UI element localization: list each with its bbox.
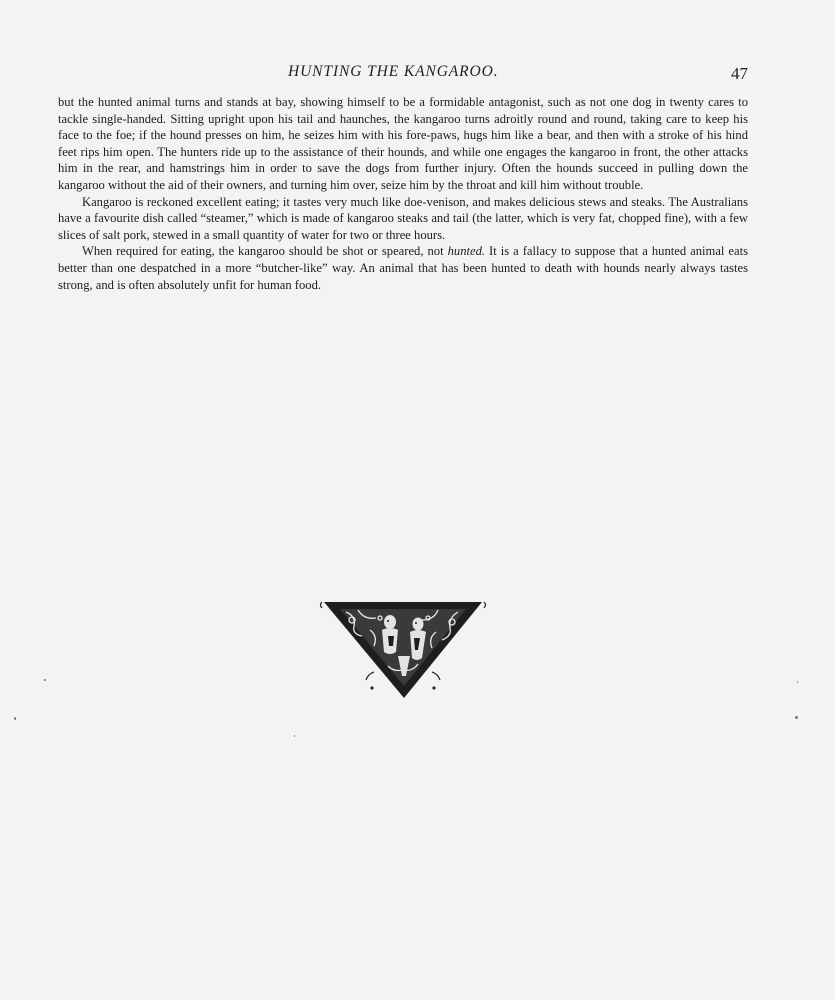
running-head — [0, 63, 835, 85]
emphasis-hunted: hunted. — [447, 244, 486, 259]
running-title: HUNTING THE KANGAROO. — [288, 63, 499, 80]
paper-speck — [294, 735, 295, 737]
paragraph-eating: Kangaroo is reckoned excellent eating; it tastes very much like doe-venison, and makes delicious stews and steaks. The Australians have a favourite dish called “steamer,” which is made of kangaroo steaks and tail (the latter, which is very fat, chopped fine), with a few slices of salt pork, stewed in a small quantity of water for two or three hours. — [58, 194, 748, 242]
paper-speck — [795, 716, 798, 719]
paper-speck — [14, 717, 16, 720]
paragraph-continued: but the hunted animal turns and stands at bay, showing himself to be a formidable antagonist, such as not one dog in twenty cares to tackle single-handed. Sitting upright upon his tail and haunches, the kangaroo turns adroitly round and round, taking care to keep his face to the foe; if the hound presses on him, he seizes him with his fore-paws, hugs him like a bear, and then with a stroke of his hind feet rips him open. The hunters ride up to the assistance of their hounds, and while one engages the kangaroo in front, the other attacks him in the rear, and hamstrings him in order to save the dogs from further injury. Often the hounds succeed in pulling down the kangaroo without the aid of their owners, and turning him over, seize him by the throat and kill him without trouble. — [58, 95, 748, 192]
page-number: 47 — [731, 64, 748, 83]
paragraph-hunted — [58, 243, 748, 293]
paper-speck — [44, 679, 46, 681]
paragraph-hunted-part2: It is a fallacy to suppose that a hunted animal eats better than one despatched in a more “butcher-like” way. An animal that has been hunted to death with hounds nearly always tastes strong, and is often absolutely unfit for human food. — [58, 244, 748, 292]
triangular-tailpiece-vignette-icon — [318, 596, 488, 702]
paragraph-hunted-part1: When required for eating, the kangaroo should be shot or speared, not — [82, 244, 448, 259]
paper-speck — [797, 681, 798, 683]
body-text — [58, 94, 748, 293]
